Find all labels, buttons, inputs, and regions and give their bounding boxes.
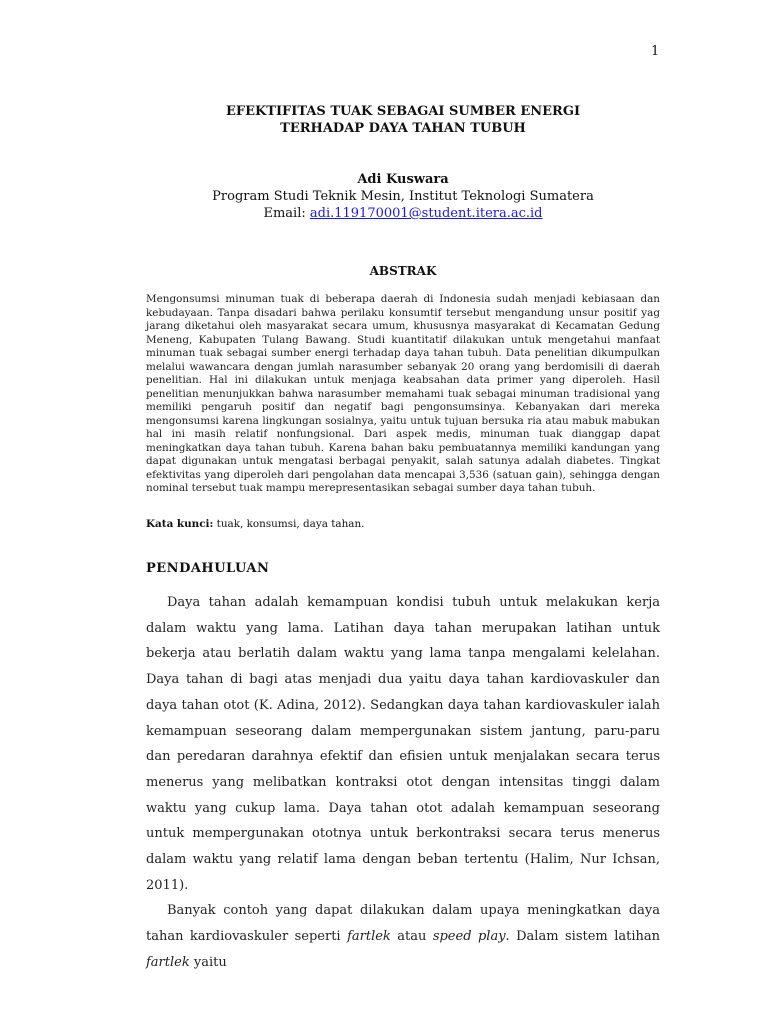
section-heading-pendahuluan: PENDAHULUAN (146, 561, 270, 576)
paragraph-2-italic-2: speed play (432, 929, 506, 945)
paragraph-2-italic-3: fartlek (146, 954, 190, 970)
title-line-1: EFEKTIFITAS TUAK SEBAGAI SUMBER ENERGI (225, 104, 581, 119)
author-block (146, 171, 660, 222)
abstract-heading: ABSTRAK (369, 264, 437, 278)
title-line-2: TERHADAP DAYA TAHAN TUBUH (280, 121, 526, 136)
paragraph-2-part-2: atau (390, 929, 433, 945)
author-affiliation: Program Studi Teknik Mesin, Institut Teknologi Sumatera (212, 189, 594, 204)
keywords (146, 518, 660, 530)
abstract-text: Mengonsumsi minuman tuak di beberapa daerah di Indonesia sudah menjadi kebiasaan dan kebudayaan. Tanpa disadari bahwa perilaku konsumtif tersebut mengandung unsur positif yag jarang diketahui oleh masyarakat secara umum, khususnya masyarakat di Kecamatan Gedung Meneng, Kabupaten Tulang Bawang. Studi kuantitatif dilakukan untuk mengetahui manfaat minuman tuak sebagai sumber energi terhadap daya tahan tubuh. Data penelitian dikumpulkan melalui wawancara dengan jumlah narasumber sebanyak 20 orang yang berdomisili di daerah penelitian. Hal ini dilakukan untuk menjaga keabsahan data primer yang diperoleh. Hasil penelitian menunjukkan bahwa narasumber memahami tuak sebagai minuman tradisional yang memiliki pengaruh positif dan negatif bagi pengonsumsinya. Kebanyakan dari mereka mengonsumsi karena lingkungan sosialnya, yaitu untuk tujuan bersuka ria atau mabuk mabukan hal ini masih relatif nonfungsional. Dari aspek medis, minuman tuak dianggap dapat meningkatkan daya tahan tubuh. Karena bahan baku pembuatannya memiliki kandungan yang dapat digunakan untuk mengatasi berbagai penyakit, salah satunya adalah diabetes. Tingkat efektivitas yang diperoleh dari pengolahan data mencapai 3,536 (satuan gain), sehingga dengan nominal tersebut tuak mampu merepresentasikan sebagai sumber daya tahan tubuh. (146, 293, 660, 494)
email-label: Email: (263, 206, 310, 221)
paragraph-2-part-1: Banyak contoh yang dapat dilakukan dalam upaya meningkatkan daya tahan kardiovaskuler seperti (146, 903, 660, 945)
author-name: Adi Kuswara (357, 172, 449, 187)
page-number: 1 (651, 44, 660, 59)
keywords-label: Kata kunci: (146, 518, 214, 530)
paragraph-2-italic-1: fartlek (347, 929, 391, 945)
email-link[interactable]: adi.119170001@student.itera.ac.id (309, 206, 543, 221)
paragraph-1: Daya tahan adalah kemampuan kondisi tubuh untuk melakukan kerja dalam waktu yang lama. Latihan daya tahan merupakan latihan untuk bekerja atau berlatih dalam waktu yang lama tanpa mengalami kelelahan. Daya tahan di bagi atas menjadi dua yaitu daya tahan kardiovaskuler dan daya tahan otot (K. Adina, 2012). Sedangkan daya tahan kardiovaskuler ialah kemampuan seseorang dalam mempergunakan sistem jantung, paru-paru dan peredaran darahnya efektif dan efisien untuk menjalakan secara terus menerus yang melibatkan kontraksi otot dengan intensitas tinggi dalam waktu yang cukup lama. Daya tahan otot adalah kemampuan seseorang untuk mempergunakan ototnya untuk berkontraksi secara terus menerus dalam waktu yang relatif lama dengan beban tertentu (Halim, Nur Ichsan, 2011). (146, 595, 660, 893)
keywords-values: tuak, konsumsi, daya tahan. (213, 518, 365, 530)
body-text (146, 590, 660, 976)
paragraph-2 (146, 898, 660, 975)
paragraph-2-part-3: . Dalam sistem latihan (505, 929, 660, 945)
paper-title (146, 103, 660, 137)
author-email-line (146, 205, 660, 222)
paragraph-2-part-4: yaitu (189, 954, 227, 970)
